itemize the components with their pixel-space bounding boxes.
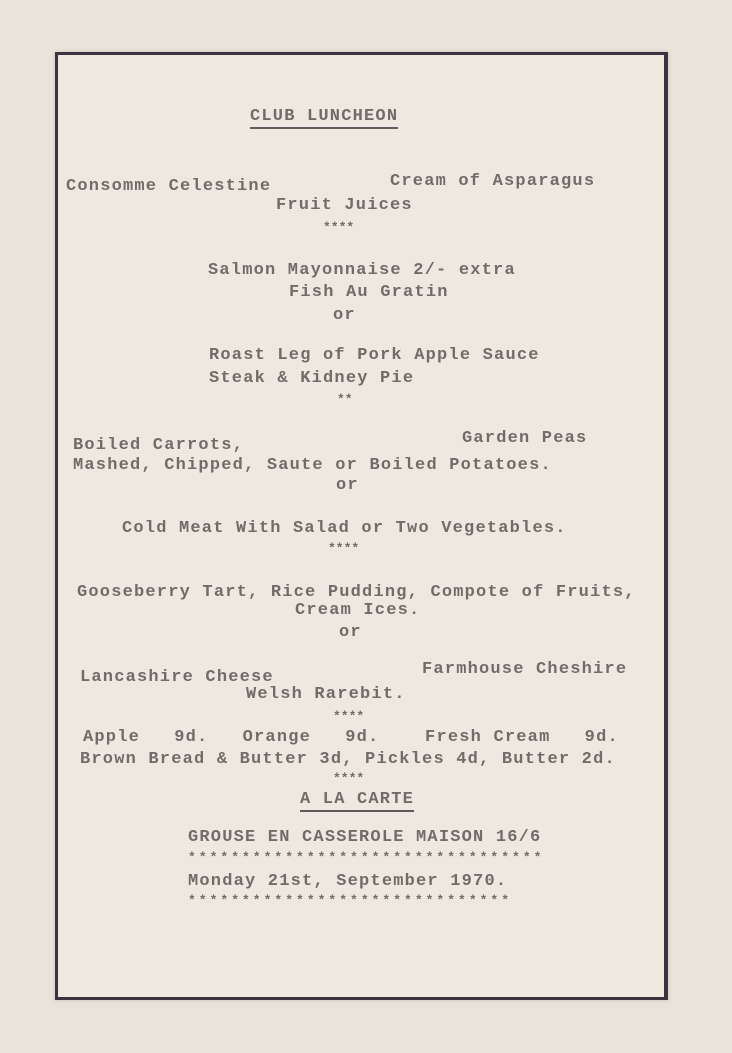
cheese-right: Farmhouse Cheshire xyxy=(422,660,628,679)
cold-meat: Cold Meat With Salad or Two Vegetables. xyxy=(122,519,567,538)
fish-line-1: Salmon Mayonnaise 2/- extra xyxy=(208,261,516,280)
separator-long: ****************************** xyxy=(188,893,513,908)
a-la-carte-item: GROUSE EN CASSEROLE MAISON 16/6 xyxy=(188,828,542,847)
soup-right: Cream of Asparagus xyxy=(390,172,596,191)
or-text: or xyxy=(336,476,359,495)
separator: **** xyxy=(328,541,360,556)
veg-line-2: Mashed, Chipped, Saute or Boiled Potatoes. xyxy=(73,456,552,475)
veg-left: Boiled Carrots, xyxy=(73,436,245,455)
separator: **** xyxy=(333,771,365,786)
cheese-left: Lancashire Cheese xyxy=(80,668,274,687)
a-la-carte-heading: A LA CARTE xyxy=(300,791,414,812)
menu-date: Monday 21st, September 1970. xyxy=(188,872,508,891)
cheese-center: Welsh Rarebit. xyxy=(246,685,406,704)
separator-long: ********************************* xyxy=(188,850,545,865)
veg-right: Garden Peas xyxy=(462,429,588,448)
separator: **** xyxy=(333,709,365,724)
dessert-line-2: Cream Ices. xyxy=(295,601,421,620)
soup-center: Fruit Juices xyxy=(276,196,413,215)
extras-line-2: Brown Bread & Butter 3d, Pickles 4d, Butter 2d. xyxy=(80,750,616,769)
or-text: or xyxy=(333,306,356,325)
extras-line-1: Apple 9d. Orange 9d. Fresh Cream 9d. xyxy=(83,728,619,747)
or-text: or xyxy=(339,623,362,642)
menu-title: CLUB LUNCHEON xyxy=(250,108,398,129)
soup-left: Consomme Celestine xyxy=(66,177,272,196)
meat-line-2: Steak & Kidney Pie xyxy=(209,369,415,388)
meat-line-1: Roast Leg of Pork Apple Sauce xyxy=(209,346,540,365)
dessert-line-1: Gooseberry Tart, Rice Pudding, Compote of Fruits, xyxy=(77,583,636,602)
separator: **** xyxy=(323,220,355,235)
separator: ** xyxy=(337,392,353,407)
fish-line-2: Fish Au Gratin xyxy=(289,283,449,302)
